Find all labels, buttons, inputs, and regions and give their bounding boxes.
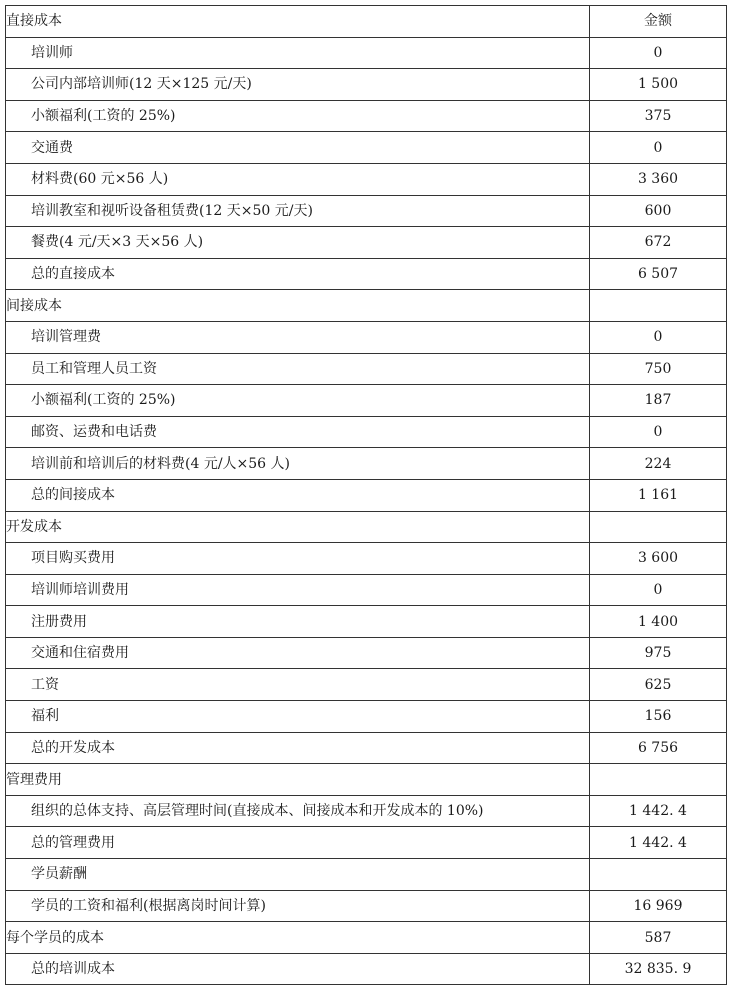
row-item-label: 总的开发成本 [6, 732, 590, 764]
table-row [6, 227, 727, 259]
table-row [6, 859, 727, 891]
row-amount: 600 [590, 195, 727, 227]
row-amount: 0 [590, 574, 727, 606]
row-item-label: 福利 [6, 701, 590, 733]
row-item-label: 学员的工资和福利(根据离岗时间计算) [6, 890, 590, 922]
table-body [6, 37, 727, 985]
row-amount: 975 [590, 637, 727, 669]
row-item-label: 邮资、运费和电话费 [6, 416, 590, 448]
row-item-label: 材料费(60 元×56 人) [6, 163, 590, 195]
row-amount [590, 511, 727, 543]
row-item-label: 项目购买费用 [6, 543, 590, 575]
row-item-label: 总的间接成本 [6, 479, 590, 511]
table-row [6, 448, 727, 480]
row-amount: 1 400 [590, 606, 727, 638]
table-row [6, 953, 727, 985]
row-item-label: 培训管理费 [6, 321, 590, 353]
row-amount: 1 442. 4 [590, 827, 727, 859]
row-item-label: 管理费用 [6, 764, 590, 796]
table-row [6, 606, 727, 638]
table-row [6, 511, 727, 543]
row-item-label: 交通费 [6, 132, 590, 164]
row-item-label: 餐费(4 元/天×3 天×56 人) [6, 227, 590, 259]
row-item-label: 小额福利(工资的 25%) [6, 100, 590, 132]
table-header-row [6, 6, 727, 38]
row-item-label: 学员薪酬 [6, 859, 590, 891]
row-amount: 0 [590, 416, 727, 448]
table-row [6, 353, 727, 385]
row-amount: 187 [590, 385, 727, 417]
row-amount: 3 600 [590, 543, 727, 575]
row-item-label: 工资 [6, 669, 590, 701]
row-item-label: 总的管理费用 [6, 827, 590, 859]
row-item-label: 注册费用 [6, 606, 590, 638]
row-amount: 6 756 [590, 732, 727, 764]
row-amount: 672 [590, 227, 727, 259]
table-row [6, 290, 727, 322]
table-row [6, 163, 727, 195]
row-item-label: 交通和住宿费用 [6, 637, 590, 669]
table-row [6, 100, 727, 132]
row-amount: 625 [590, 669, 727, 701]
row-item-label: 员工和管理人员工资 [6, 353, 590, 385]
row-item-label: 总的直接成本 [6, 258, 590, 290]
table-row [6, 669, 727, 701]
row-item-label: 培训师培训费用 [6, 574, 590, 606]
row-item-label: 组织的总体支持、高层管理时间(直接成本、间接成本和开发成本的 10%) [6, 795, 590, 827]
table-row [6, 732, 727, 764]
row-amount: 1 161 [590, 479, 727, 511]
table-row [6, 258, 727, 290]
row-amount: 156 [590, 701, 727, 733]
row-amount [590, 290, 727, 322]
table-row [6, 321, 727, 353]
row-amount: 1 500 [590, 69, 727, 101]
row-item-label: 间接成本 [6, 290, 590, 322]
table-row [6, 69, 727, 101]
header-amount: 金额 [590, 6, 727, 38]
row-amount: 0 [590, 321, 727, 353]
row-amount: 3 360 [590, 163, 727, 195]
header-item: 直接成本 [6, 6, 590, 38]
table-row [6, 132, 727, 164]
row-amount: 1 442. 4 [590, 795, 727, 827]
table-row [6, 637, 727, 669]
table-row [6, 37, 727, 69]
row-item-label: 每个学员的成本 [6, 922, 590, 954]
row-amount [590, 859, 727, 891]
table-row [6, 195, 727, 227]
row-amount: 0 [590, 132, 727, 164]
row-item-label: 公司内部培训师(12 天×125 元/天) [6, 69, 590, 101]
table-row [6, 385, 727, 417]
row-item-label: 总的培训成本 [6, 953, 590, 985]
table-row [6, 890, 727, 922]
row-item-label: 小额福利(工资的 25%) [6, 385, 590, 417]
row-amount [590, 764, 727, 796]
row-item-label: 培训教室和视听设备租赁费(12 天×50 元/天) [6, 195, 590, 227]
row-amount: 0 [590, 37, 727, 69]
table-row [6, 827, 727, 859]
row-amount: 750 [590, 353, 727, 385]
row-item-label: 开发成本 [6, 511, 590, 543]
row-amount: 32 835. 9 [590, 953, 727, 985]
table-row [6, 543, 727, 575]
table-row [6, 574, 727, 606]
table-row [6, 764, 727, 796]
row-amount: 16 969 [590, 890, 727, 922]
row-amount: 587 [590, 922, 727, 954]
table-row [6, 795, 727, 827]
row-item-label: 培训前和培训后的材料费(4 元/人×56 人) [6, 448, 590, 480]
table-row [6, 416, 727, 448]
table-row [6, 479, 727, 511]
row-amount: 375 [590, 100, 727, 132]
row-amount: 6 507 [590, 258, 727, 290]
row-item-label: 培训师 [6, 37, 590, 69]
training-cost-table [5, 5, 727, 985]
table-row [6, 922, 727, 954]
row-amount: 224 [590, 448, 727, 480]
table-row [6, 701, 727, 733]
